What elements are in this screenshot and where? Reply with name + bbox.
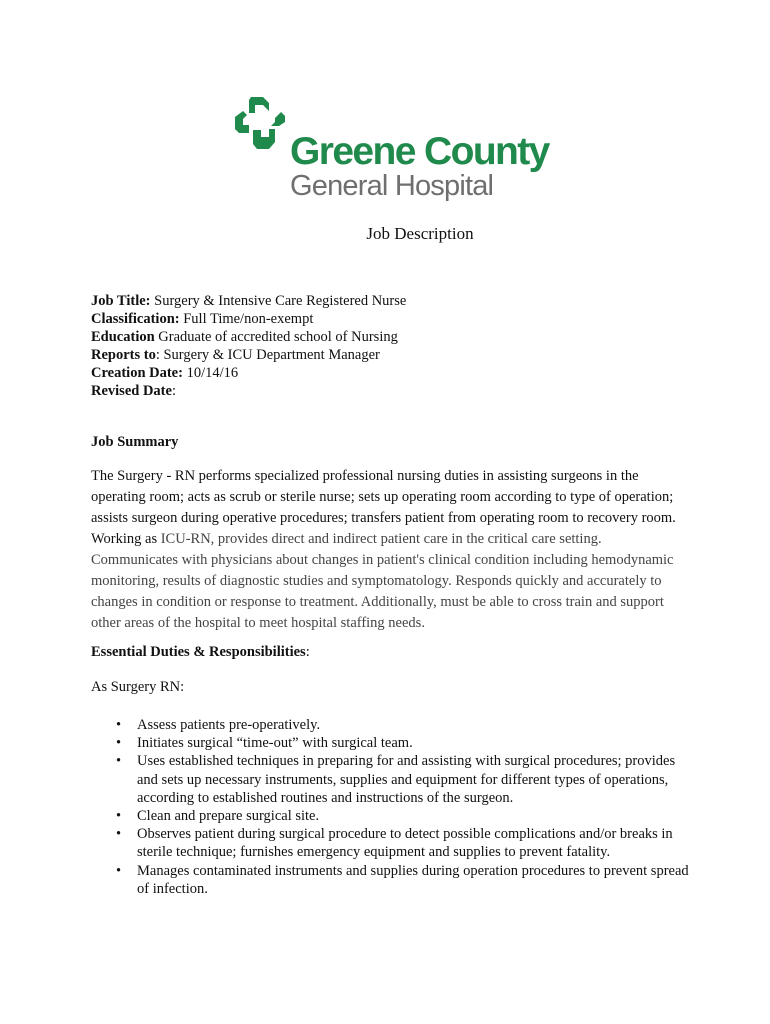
logo-name-line2: General Hospital xyxy=(290,170,494,202)
classification-row xyxy=(91,310,406,328)
revised-date-value: : xyxy=(171,383,176,399)
bullet-icon: • xyxy=(116,826,122,843)
bullet-icon: • xyxy=(116,735,122,752)
duty-text: Observes patient during surgical procedure to detect possible complications and/or breaks in sterile technique; furnishes emergency equipment and supplies to prevent fatality. xyxy=(137,826,673,861)
creation-date-label: Creation Date: xyxy=(91,365,183,381)
revised-date-label: Revised Date xyxy=(91,383,172,399)
duties-heading-label: Essential Duties & Responsibilities xyxy=(91,644,306,660)
classification-label: Classification: xyxy=(91,311,180,327)
duties-list xyxy=(116,716,697,898)
hospital-logo xyxy=(233,92,553,207)
bullet-icon: • xyxy=(116,717,122,733)
summary-text-part1: The Surgery - RN performs specialized professional nursing duties in assisting surgeons in the operating room; acts as scrub or sterile nurse; sets up operating room according to type of operation; assists surgeon during operative procedures; transfers patient from operating room to recovery room. Working as xyxy=(91,468,676,547)
reports-label: Reports to xyxy=(91,347,156,363)
education-value: Graduate of accredited school of Nursing xyxy=(158,329,398,345)
duty-item xyxy=(116,734,697,752)
bullet-icon: • xyxy=(116,862,122,879)
duty-text: Manages contaminated instruments and supplies during operation procedures to prevent spread of infection. xyxy=(137,862,689,897)
bullet-icon: • xyxy=(116,753,122,770)
duties-heading xyxy=(91,644,310,661)
reports-value: : Surgery & ICU Department Manager xyxy=(155,347,380,363)
bullet-icon: • xyxy=(116,808,122,825)
duty-text: Initiates surgical “time-out” with surgical team. xyxy=(137,735,413,752)
job-title-row xyxy=(91,292,406,310)
document-title: Job Description xyxy=(366,224,474,243)
duty-text: Assess patients pre-operatively. xyxy=(137,717,321,733)
revised-date-row xyxy=(91,382,406,400)
duty-item xyxy=(116,716,697,734)
duty-item xyxy=(116,825,697,861)
duty-text: Clean and prepare surgical site. xyxy=(137,808,320,825)
duty-item xyxy=(116,807,697,825)
education-row xyxy=(91,328,406,346)
job-title-label: Job Title: xyxy=(91,293,151,309)
duties-heading-suffix: : xyxy=(305,644,310,660)
logo-name-line1: Greene County xyxy=(290,130,549,173)
job-title-value: Surgery & Intensive Care Registered Nurse xyxy=(154,293,407,309)
creation-date-row xyxy=(91,364,406,382)
classification-value: Full Time/non-exempt xyxy=(183,311,314,327)
reports-row xyxy=(91,346,406,364)
job-summary-text xyxy=(91,466,681,634)
duty-text: Uses established techniques in preparing for and assisting with surgical procedures; provides and sets up necessary instruments, supplies and equipment for different types of operations, according to established routines and instructions of the surgeon. xyxy=(137,753,676,806)
duty-item xyxy=(116,752,697,807)
job-summary-heading: Job Summary xyxy=(91,434,179,450)
summary-text-part2: ICU-RN, provides direct and indirect patient care in the critical care setting. Communicates with physicians about changes in patient's clinical condition including hemodynamic monitoring, results of diagnostic studies and symptomatology. Responds quickly and accurately to changes in condition or response to treatment. Additionally, must be able to cross train and support other areas of the hospital to meet hospital staffing needs. xyxy=(91,531,674,631)
duties-subheading: As Surgery RN: xyxy=(91,679,185,695)
cross-logo-icon xyxy=(233,92,289,154)
duty-item xyxy=(116,862,697,898)
creation-date-value: 10/14/16 xyxy=(186,365,239,381)
education-label: Education xyxy=(91,329,155,345)
job-meta xyxy=(91,292,406,400)
